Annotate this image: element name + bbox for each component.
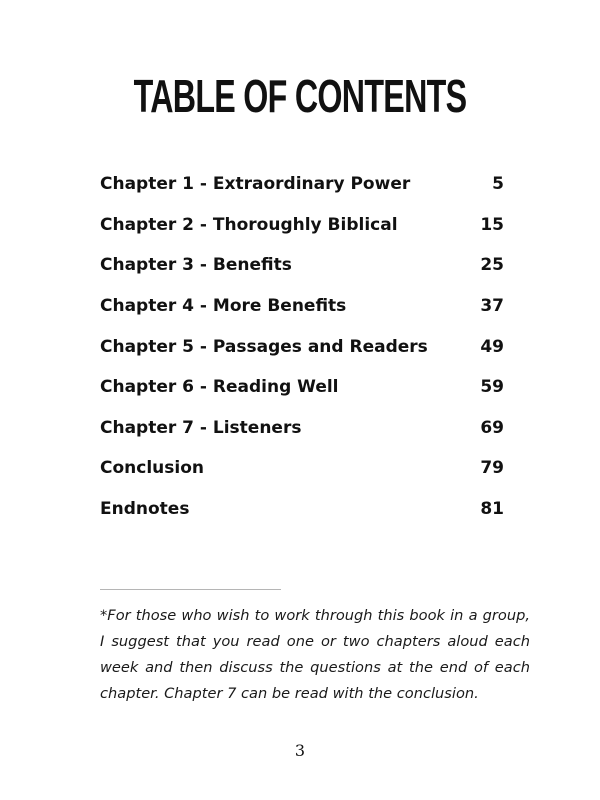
toc-entry-chapter-4[interactable] <box>100 286 504 327</box>
toc-entry-chapter-6[interactable] <box>100 367 504 408</box>
footnote: *For those who wish to work through this book in a group, I suggest that you read one or two chapters aloud each week and then discuss the questions at the end of each chapter. Chapter 7 can be read with the conclusion. <box>100 607 530 702</box>
toc-entry-label: Chapter 7 - Listeners <box>100 417 302 438</box>
toc-entry-conclusion[interactable] <box>100 448 504 489</box>
toc-entry-label: Chapter 5 - Passages and Readers <box>100 336 428 357</box>
toc-entry-page: 59 <box>480 377 504 398</box>
toc-entry-label: Chapter 4 - More Benefits <box>100 296 347 317</box>
toc-entry-page: 81 <box>480 499 504 520</box>
toc-entry-page: 49 <box>480 336 504 357</box>
toc-entry-label: Chapter 3 - Benefits <box>100 255 292 276</box>
toc-entry-label: Endnotes <box>100 499 190 520</box>
toc-entry-chapter-1[interactable] <box>100 164 504 205</box>
page-title: TABLE OF CONTENTS <box>133 70 467 122</box>
footnote-divider <box>100 589 281 590</box>
toc-entry-page: 5 <box>492 174 504 195</box>
toc-entry-chapter-7[interactable] <box>100 408 504 449</box>
toc-entry-label: Chapter 6 - Reading Well <box>100 377 339 398</box>
table-of-contents <box>100 164 504 529</box>
toc-entry-page: 37 <box>480 296 504 317</box>
toc-entry-label: Chapter 1 - Extraordinary Power <box>100 174 411 195</box>
toc-entry-chapter-3[interactable] <box>100 245 504 286</box>
page-number: 3 <box>294 741 306 760</box>
toc-entry-label: Chapter 2 - Thoroughly Biblical <box>100 214 398 235</box>
toc-entry-page: 69 <box>480 417 504 438</box>
toc-entry-chapter-5[interactable] <box>100 326 504 367</box>
toc-entry-endnotes[interactable] <box>100 489 504 530</box>
toc-entry-page: 15 <box>480 214 504 235</box>
toc-entry-page: 25 <box>480 255 504 276</box>
toc-entry-chapter-2[interactable] <box>100 205 504 246</box>
toc-entry-page: 79 <box>480 458 504 479</box>
toc-entry-label: Conclusion <box>100 458 204 479</box>
